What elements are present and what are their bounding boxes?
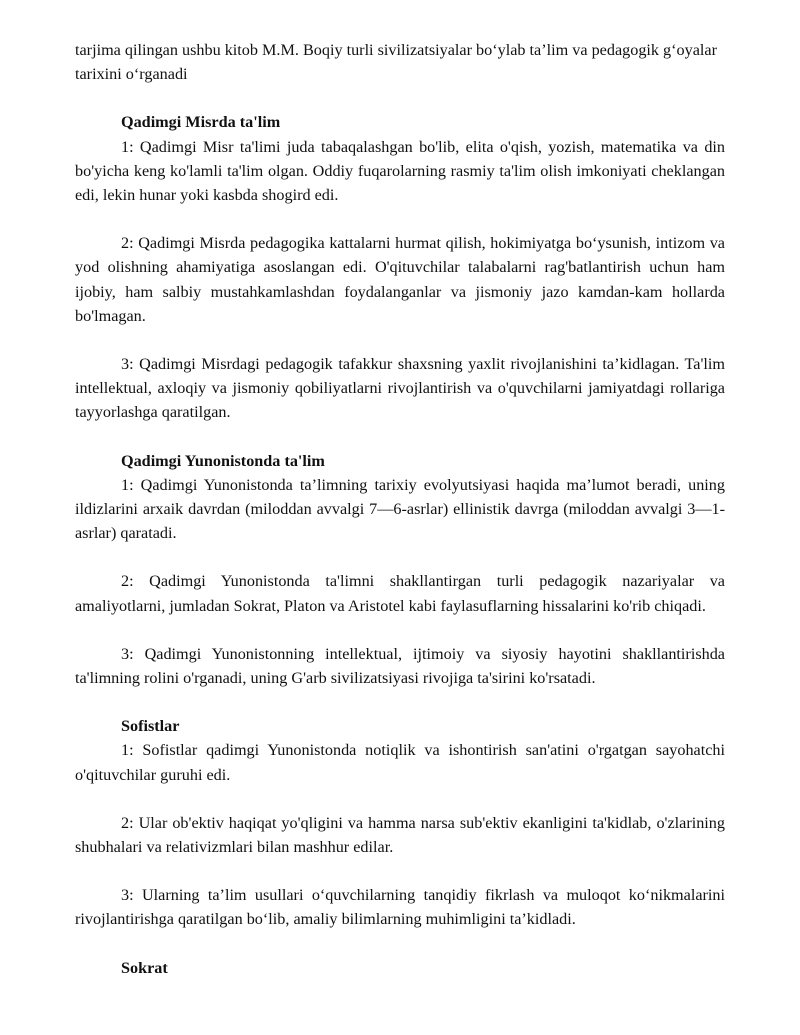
section-egypt (75, 110, 725, 424)
section-sophists (75, 714, 725, 931)
paragraph: 3: Qadimgi Misrdagi pedagogik tafakkur shaxsning yaxlit rivojlanishini ta’kidlagan. Ta'lim intellektual, axloqiy va jismoniy qobiliyatlarni rivojlantirish va o'quvchilarni jamiyatdagi rollariga tayyorlashga qaratilgan. (75, 355, 725, 422)
paragraph: 2: Ular ob'ektiv haqiqat yo'qligini va hamma narsa sub'ektiv ekanligini ta'kidlab, o'zlarining shubhalari va relativizmlari bilan mashhur edilar. (75, 813, 725, 857)
document-page (75, 38, 725, 980)
paragraph: 2: Qadimgi Misrda pedagogika kattalarni hurmat qilish, hokimiyatga bo‘ysunish, intizom va yod olishning ahamiyatiga asoslangan edi. O'qituvchilar talabalarni rag'batlantirish uchun ham ijobiy, ham salbiy mustahkamlashdan foydalanganlar va jismoniy jazo kamdan-kam hollarda bo'lmagan. (75, 234, 725, 325)
section-socrates (75, 956, 725, 980)
paragraph: 3: Ularning ta’lim usullari o‘quvchilarning tanqidiy fikrlash va muloqot ko‘nikmalarini rivojlantirishga qaratilgan bo‘lib, amaliy bilimlarning muhimligini ta’kidladi. (75, 886, 725, 929)
section-greece (75, 449, 725, 691)
paragraph: 1: Qadimgi Misr ta'limi juda tabaqalashgan bo'lib, elita o'qish, yozish, matematika va din bo'yicha keng ko'lamli ta'lim olgan. Oddiy fuqarolarning rasmiy ta'lim olish imkoniyati cheklangan edi, lekin hunar yoki kasbda shogird edi. (75, 137, 725, 205)
section-heading: Sofistlar (121, 717, 180, 736)
paragraph: 1: Qadimgi Yunonistonda ta’limning tarixiy evolyutsiyasi haqida ma’lumot beradi, uning ildizlarini arxaik davrdan (miloddan avvalgi 7—6-asrlar) ellinistik davrga (miloddan avvalgi 3—1-asrlar) qaratadi. (75, 475, 725, 543)
paragraph: 3: Qadimgi Yunonistonning intellektual, ijtimoiy va siyosiy hayotini shakllantirishda ta'limning rolini o'rganadi, uning G'arb sivilizatsiyasi rivojiga ta'sirini ko'rsatadi. (75, 644, 725, 688)
paragraph: 2: Qadimgi Yunonistonda ta'limni shakllantirgan turli pedagogik nazariyalar va amaliyotlarni, jumladan Sokrat, Platon va Aristotel kabi faylasuflarning hissalarini ko'rib chiqadi. (75, 572, 725, 615)
intro-paragraph: tarjima qilingan ushbu kitob M.M. Boqiy turli sivilizatsiyalar bo‘ylab ta’lim va pedagogik g‘oyalar tarixini o‘rganadi (75, 41, 717, 84)
paragraph: 1: Sofistlar qadimgi Yunonistonda notiqlik va ishontirish san'atini o'rgatgan sayohatchi o'qituvchilar guruhi edi. (75, 741, 725, 784)
section-heading: Sokrat (121, 958, 168, 977)
section-heading: Qadimgi Yunonistonda ta'lim (121, 451, 325, 470)
section-heading: Qadimgi Misrda ta'lim (121, 113, 281, 132)
